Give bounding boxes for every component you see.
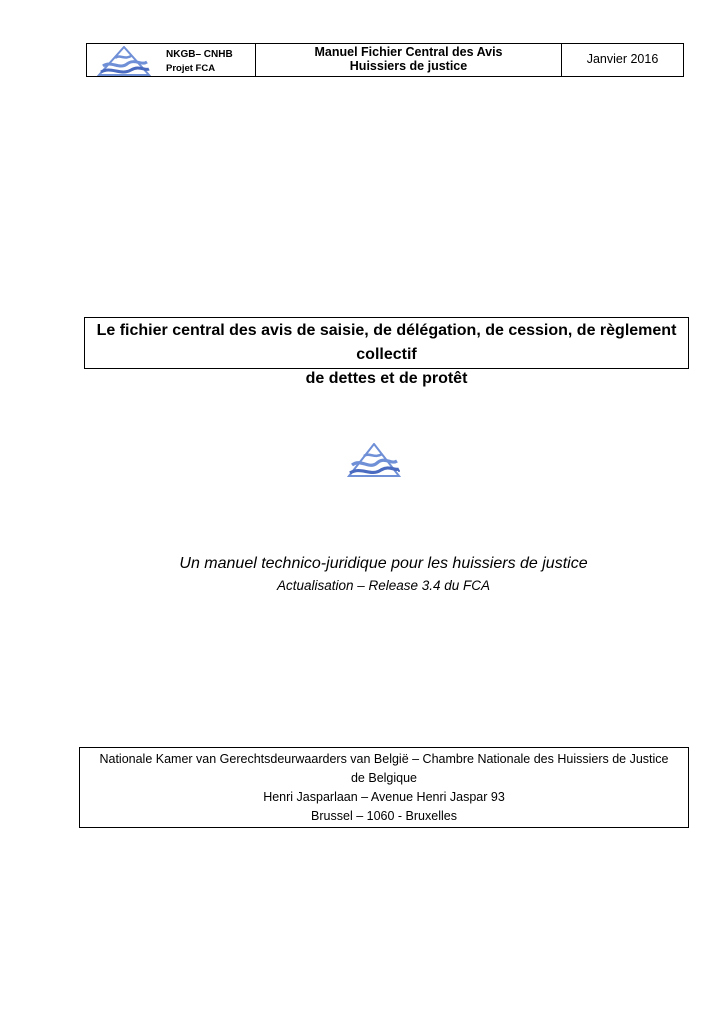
chamber-logo-icon: [97, 46, 151, 76]
document-title-line2: de dettes et de protêt: [305, 370, 468, 387]
header-org-cell: [87, 44, 256, 76]
address-line2: Henri Jasparlaan – Avenue Henri Jaspar 93: [263, 790, 505, 804]
header-org: NKGB– CNHB: [166, 49, 233, 60]
document-title-line1: Le fichier central des avis de saisie, de délégation, de cession, de règlement collectif: [96, 322, 677, 363]
header-project: Projet FCA: [166, 63, 216, 74]
chamber-logo-icon: [347, 443, 401, 477]
document-title: [84, 317, 689, 387]
header-title-line1: Manuel Fichier Central des Avis: [314, 45, 503, 59]
header-date: Janvier 2016: [586, 52, 659, 66]
address-line3: Brussel – 1060 - Bruxelles: [311, 809, 457, 823]
document-subtitle: Un manuel technico-juridique pour les huissiers de justice: [179, 555, 588, 572]
address-box: [79, 747, 689, 828]
address-line1: Nationale Kamer van Gerechtsdeurwaarders van België – Chambre Nationale des Huissiers de Justice de Belgique: [99, 752, 669, 785]
page-header: [86, 43, 684, 77]
header-title-cell: [256, 44, 562, 76]
header-title-line2: Huissiers de justice: [349, 59, 468, 73]
document-release: Actualisation – Release 3.4 du FCA: [276, 578, 491, 593]
